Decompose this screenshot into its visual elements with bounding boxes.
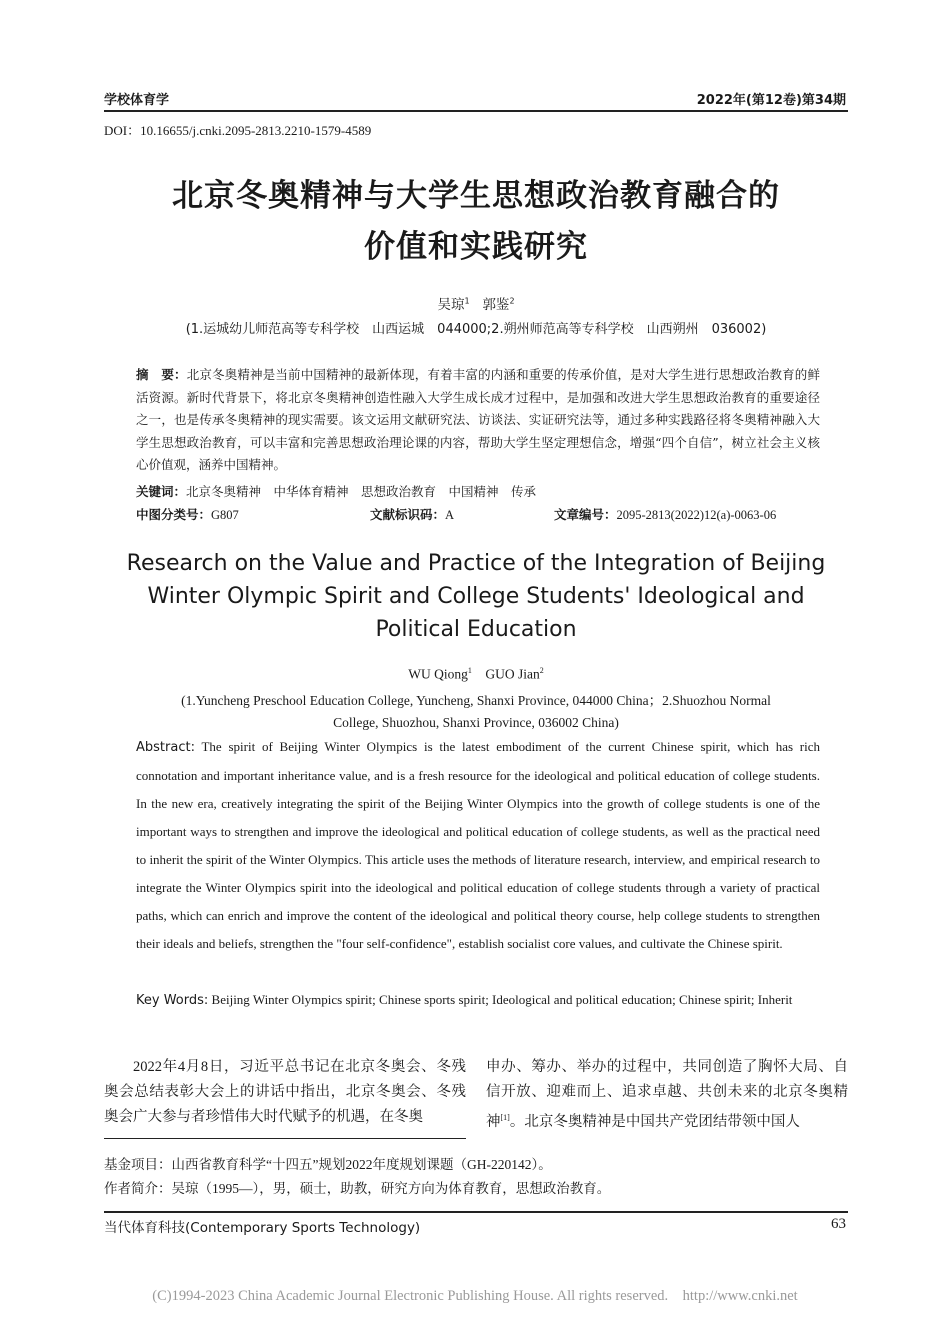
footer-rule [104, 1211, 848, 1213]
keywords-en-text: Beijing Winter Olympics spirit; Chinese sports spirit; Ideological and political education; Chinese spirit; Inherit [211, 992, 793, 1007]
keywords-en-label: Key Words: [136, 993, 209, 1008]
cnki-link[interactable]: http://www.cnki.net [682, 1288, 798, 1304]
footnote-author: 作者简介：吴琼（1995—），男，硕士，助教，研究方向为体育教育，思想政治教育。 [104, 1181, 611, 1196]
running-header-left: 学校体育学 [104, 93, 170, 108]
footer-journal: 当代体育科技(Contemporary Sports Technology) [104, 1220, 421, 1236]
author-2-en: GUO Jian [485, 666, 540, 682]
affiliation-en: (1.Yuncheng Preschool Education College, Yuncheng, Shanxi Province, 044000 China；2.Shuozhou Normal College, Shuozhou, Shanxi Province, 036002 China) [181, 693, 771, 730]
abstract-zh-label: 摘 要： [136, 367, 187, 382]
document-code: 文献标识码：A [370, 507, 455, 522]
abstract-zh [136, 364, 820, 477]
footnote-rule [104, 1138, 466, 1139]
abstract-en [136, 733, 820, 958]
abstract-en-label: Abstract: [136, 740, 195, 755]
title-en: Research on the Value and Practice of the Integration of Beijing Winter Olympic Spirit and College Students' Ideological and Political Education [126, 551, 826, 642]
keywords-zh-text: 北京冬奥精神 中华体育精神 思想政治教育 中国精神 传承 [186, 484, 537, 499]
citation-ref: [1] [500, 1113, 510, 1122]
footnote-fund: 基金项目：山西省教育科学“十四五”规划2022年度规划课题（GH-220142）。 [104, 1157, 552, 1172]
abstract-en-text: The spirit of Beijing Winter Olympics is the latest embodiment of the current Chinese spirit, which has rich connotation and important inheritance value, and is a fresh resource for the ideological and political education of college students. In the new era, creatively integrating the spirit of the Beijing Winter Olympics into the growth of college students is one of the important ways to strengthen and improve the ideological and political education of college students, as well as the practical need to inherit the spirit of the Winter Olympics. This article uses the methods of literature research, interview, and empirical research to integrate the Winter Olympics spirit into the ideological and political education of college students through a variety of practical paths, which can enrich and improve the content of the ideological and political theory course, help college students to strengthen their ideals and beliefs, strengthen the "four self-confidence", establish socialist core values, and cultivate the Chinese spirit. [136, 739, 821, 951]
running-header-right: 2022年(第12卷)第34期 [696, 93, 846, 108]
page-number: 63 [831, 1216, 846, 1232]
copyright-watermark: (C)1994-2023 China Academic Journal Electronic Publishing House. All rights reserved. http://www.cnki.net [152, 1288, 798, 1304]
affiliation-zh: (1.运城幼儿师范高等专科学校 山西运城 044000;2.朔州师范高等专科学校 山西朔州 036002) [185, 322, 767, 337]
authors-zh: 吴琼$^1$ 郭鉴$^2$ [437, 296, 515, 313]
title-zh-line2: 价值和实践研究 [364, 229, 588, 265]
clc-number: 中图分类号：G807 [136, 507, 239, 522]
keywords-zh-label: 关键词： [136, 484, 187, 499]
title-zh [104, 171, 848, 273]
header-rule [104, 110, 848, 112]
author-1-zh: 吴琼 [437, 297, 465, 313]
title-zh-line1: 北京冬奥精神与大学生思想政治教育融合的 [172, 178, 780, 214]
authors-en: WU Qiong$^1$ GUO Jian$^2$ [408, 666, 544, 682]
body-column-left: 2022年4月8日，习近平总书记在北京冬奥会、冬残奥会总结表彰大会上的讲话中指出，北京冬奥会、冬残奥会广大参与者珍惜伟大时代赋予的机遇，在冬奥 [104, 1059, 466, 1125]
body-column-right: 申办、筹办、举办的过程中，共同创造了胸怀大局、自信开放、迎难而上、追求卓越、共创未来的北京冬奥精神[1]。北京冬奥精神是中国共产党团结带领中国人 [486, 1059, 848, 1130]
doi: DOI：10.16655/j.cnki.2095-2813.2210-1579-4589 [104, 123, 372, 138]
abstract-zh-text: 北京冬奥精神是当前中国精神的最新体现，有着丰富的内涵和重要的传承价值，是对大学生进行思想政治教育的鲜活资源。新时代背景下，将北京冬奥精神创造性融入大学生成长成才过程中，是加强和改进大学生思想政治教育的重要途径之一，也是传承冬奥精神的现实需要。该文运用文献研究法、访谈法、实证研究法等，通过多种实践路径将冬奥精神融入大学生思想政治教育，可以丰富和完善思想政治理论课的内容，帮助大学生坚定理想信念，增强“四个自信”，树立社会主义核心价值观，涵养中国精神。 [136, 367, 820, 472]
author-2-zh: 郭鉴 [482, 297, 510, 313]
article-number: 文章编号：2095-2813(2022)12(a)-0063-06 [554, 507, 777, 522]
keywords-zh [136, 481, 820, 504]
author-1-en: WU Qiong [408, 666, 468, 682]
keywords-en [136, 986, 820, 1015]
